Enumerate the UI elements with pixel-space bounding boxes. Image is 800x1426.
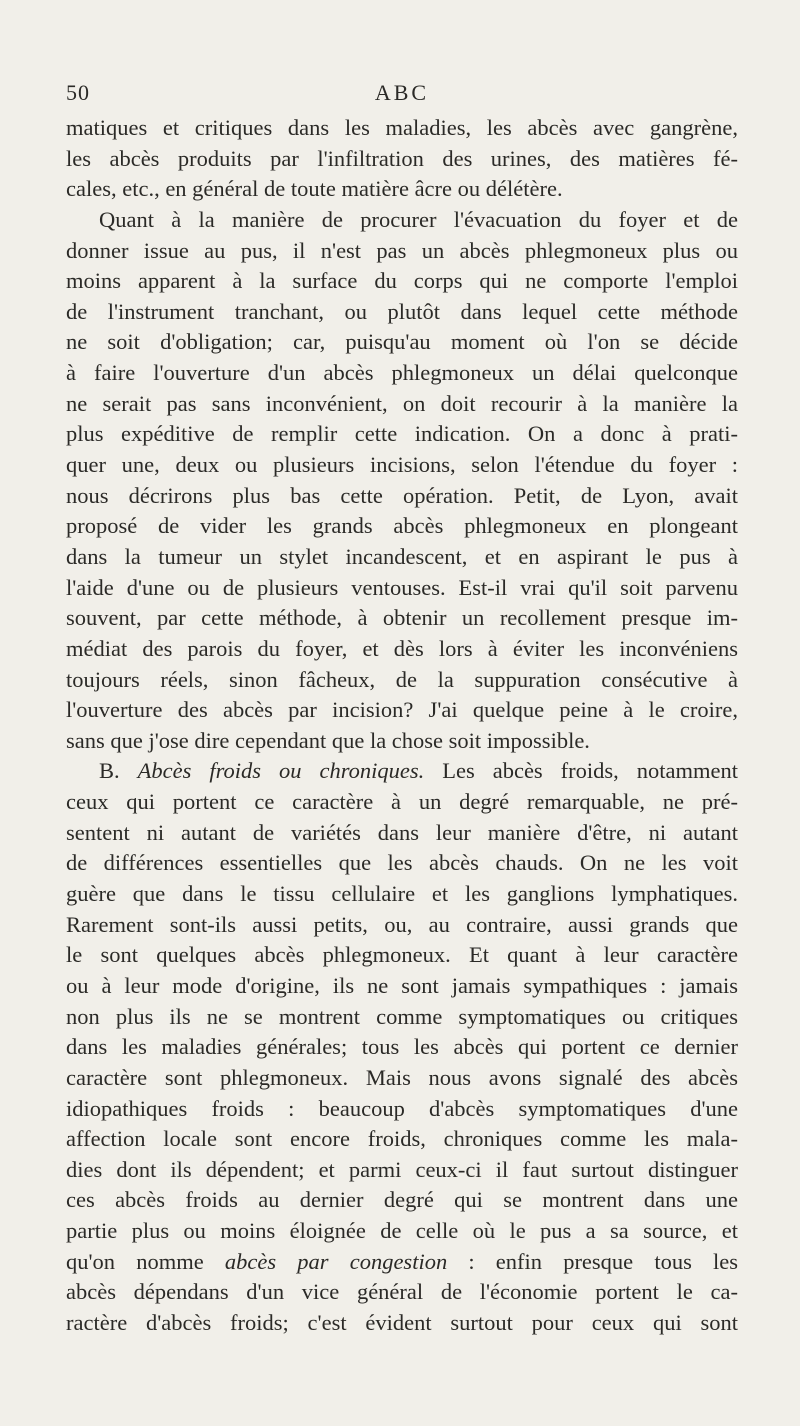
text-line: souvent, par cette méthode, à obtenir un recollement presque im- (66, 605, 738, 631)
text-line: ceux qui portent ce caractère à un degré remarquable, ne pré- (66, 789, 738, 815)
body-text (66, 113, 738, 1339)
text-line: médiat des parois du foyer, et dès lors à éviter les inconvéniens (66, 635, 738, 661)
section-b-heading-line (66, 756, 738, 787)
text-line: le sont quelques abcès phlegmoneux. Et quant à leur caractère (66, 942, 738, 968)
congestion-line: qu'on nomme abcès par congestion : enfin presque tous les (66, 1248, 739, 1274)
italic-term: abcès par congestion (224, 1248, 448, 1274)
text-line: l'ouverture des abcès par incision? J'ai quelque peine à le croire, (66, 697, 738, 723)
text-line: caractère sont phlegmoneux. Mais nous avons signalé des abcès (66, 1064, 738, 1090)
text-line: guère que dans le tissu cellulaire et les ganglions lymphatiques. (66, 881, 738, 907)
text-line: de différences essentielles que les abcès chauds. On ne les voit (66, 850, 738, 876)
text-line: non plus ils ne se montrent comme symptomatiques ou critiques (66, 1003, 738, 1029)
text-line: sentent ni autant de variétés dans leur manière d'être, ni autant (66, 819, 738, 845)
text-line: proposé de vider les grands abcès phlegmoneux en plongeant (66, 513, 738, 539)
text-line: dies dont ils dépendent; et parmi ceux-ci il faut surtout distinguer (66, 1156, 738, 1182)
text-line: ne soit d'obligation; car, puisqu'au moment où l'on se décide (66, 329, 738, 355)
page-number: 50 (66, 80, 90, 105)
section-label: B. (99, 758, 120, 784)
text-line: Quant à la manière de procurer l'évacuation du foyer et de (99, 206, 738, 232)
text-line: affection locale sont encore froids, chroniques comme les mala- (66, 1126, 738, 1152)
text-line: matiques et critiques dans les maladies, les abcès avec gangrène, (66, 115, 738, 140)
text-line: partie plus ou moins éloignée de celle où le pus a sa source, et (66, 1218, 738, 1244)
text-line: les abcès produits par l'infiltration des urines, des matières fé- (66, 145, 738, 171)
text-line: sans que j'ose dire cependant que la chose soit impossible. (66, 727, 590, 753)
section-first-line: Les abcès froids, notamment (442, 758, 738, 784)
text-line: ou à leur mode d'origine, ils ne sont jamais sympathiques : jamais (66, 972, 738, 998)
text-line: moins apparent à la surface du corps qui ne comporte l'emploi (66, 268, 738, 294)
text-line: ne serait pas sans inconvénient, on doit recourir à la manière la (66, 390, 738, 416)
text-line: abcès dépendans d'un vice général de l'économie portent le ca- (66, 1279, 738, 1305)
text-line: dans la tumeur un stylet incandescent, et en aspirant le pus à (66, 543, 738, 569)
text-line: nous décrirons plus bas cette opération. Petit, de Lyon, avait (66, 482, 738, 508)
text-line: Rarement sont-ils aussi petits, ou, au contraire, aussi grands que (66, 911, 738, 937)
text-line: idiopathiques froids : beaucoup d'abcès symptomatiques d'une (66, 1095, 738, 1121)
text-line: quer une, deux ou plusieurs incisions, selon l'étendue du foyer : (66, 452, 738, 478)
section-title: Abcès froids ou chroniques. (137, 758, 425, 784)
text-line: ractère d'abcès froids; c'est évident surtout pour ceux qui sont (66, 1309, 738, 1335)
page-header (66, 80, 738, 110)
text-line: ces abcès froids au dernier degré qui se montrent dans une (66, 1187, 738, 1213)
text-line: donner issue au pus, il n'est pas un abcès phlegmoneux plus ou (66, 237, 738, 263)
running-head: ABC (374, 80, 430, 105)
text-line: à faire l'ouverture d'un abcès phlegmoneux un délai quelconque (66, 360, 738, 386)
text-line: de l'instrument tranchant, ou plutôt dans lequel cette méthode (66, 298, 738, 324)
text-line: plus expéditive de remplir cette indication. On a donc à prati- (66, 421, 738, 447)
text-line: cales, etc., en général de toute matière âcre ou délétère. (66, 176, 563, 202)
text-line: dans les maladies générales; tous les abcès qui portent ce dernier (66, 1034, 738, 1060)
text-line: toujours réels, sinon fâcheux, de la suppuration consécutive à (66, 666, 738, 692)
text-line: l'aide d'une ou de plusieurs ventouses. Est-il vrai qu'il soit parvenu (66, 574, 738, 600)
